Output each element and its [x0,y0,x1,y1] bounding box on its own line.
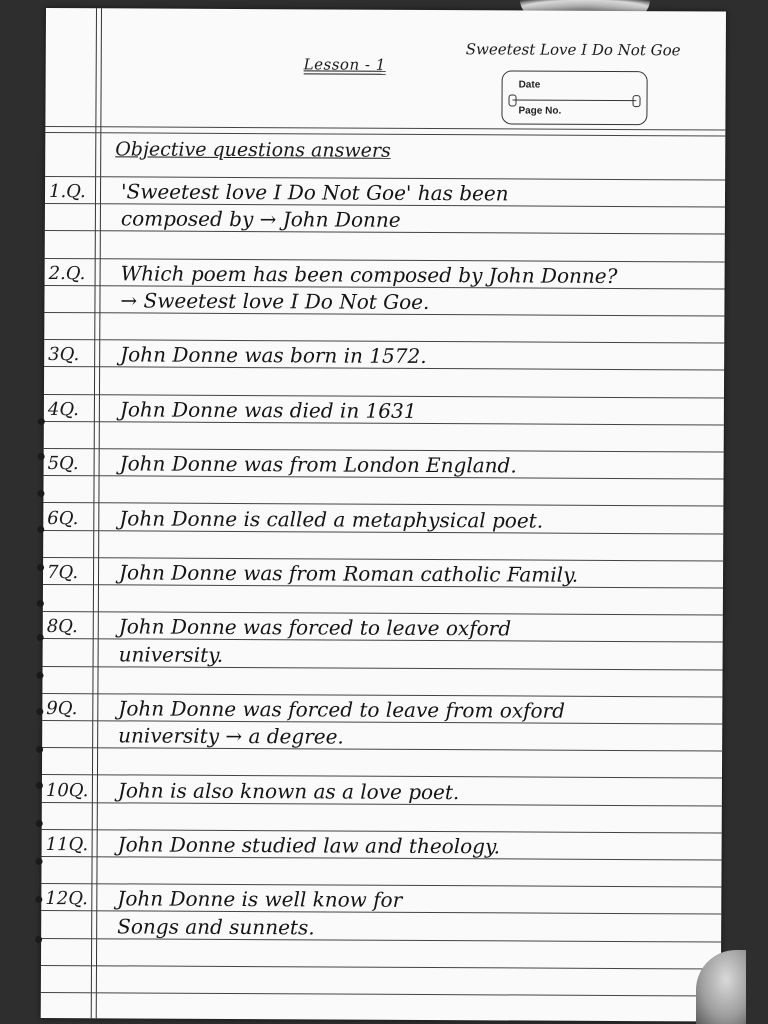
answer-line: university → a degree. [118,723,344,749]
binding-hole [36,708,43,715]
date-divider-cap-left [508,94,516,106]
date-label: Date [518,79,541,91]
ruled-line [41,992,721,997]
binding-hole [37,490,44,497]
binding-hole [38,453,45,460]
answer-line: John Donne is well know for [117,886,403,913]
answer-line: John Donne was from London England. [119,451,517,478]
binding-hole [37,526,44,533]
binding-hole [36,782,43,789]
binding-hole [35,896,42,903]
answer-line: John Donne was forced to leave oxford [118,614,512,641]
question-number: 8Q. [46,616,78,638]
answer-line: John Donne was forced to leave from oxford [118,696,566,723]
binding-hole [36,672,43,679]
binding-hole [38,418,45,425]
date-divider-cap-right [632,95,640,107]
question-number: 5Q. [47,453,79,475]
answer-line: John Donne is called a metaphysical poet. [119,505,544,533]
binding-hole [36,746,43,753]
chapter-title: Sweetest Love I Do Not Goe [465,40,681,60]
answer-line: John is also known as a love poet. [117,777,460,804]
answer-line: John Donne was born in 1572. [120,342,427,369]
question-number: 9Q. [46,698,78,720]
question-number: 10Q. [45,779,89,801]
answer-line: → Sweetest love I Do Not Goe. [120,288,430,315]
question-number: 11Q. [45,834,89,856]
answer-line: Songs and sunnets. [117,913,315,940]
answer-line: Which poem has been composed by John Donne? [120,261,618,288]
question-number: 4Q. [47,398,80,420]
binding-hole [37,564,44,571]
header-rule-2 [45,132,725,137]
ruled-line [43,666,723,671]
answer-line: university. [118,641,224,667]
answer-line: composed by → John Donne [120,206,401,233]
question-number: 1.Q. [48,181,86,203]
binding-hole [36,858,43,865]
question-number: 2.Q. [48,262,86,285]
page-no-label: Page No. [518,105,562,117]
answer-line: John Donne studied law and theology. [117,832,501,859]
binding-hole [35,936,42,943]
binding-hole [37,634,44,641]
question-number: 7Q. [46,562,79,584]
date-page-box [501,70,647,125]
notebook-page [41,8,726,1022]
answer-line: John Donne was from Roman catholic Family. [118,560,579,587]
date-divider [513,99,637,101]
binding-hole [36,820,43,827]
question-number: 3Q. [48,344,80,366]
ruled-line [42,747,722,752]
question-number: 6Q. [47,507,79,529]
answer-line: John Donne was died in 1631 [119,397,417,423]
left-margin-line-2 [96,8,102,1018]
header-rule [45,126,725,131]
lesson-label: Lesson - 1 [303,55,386,74]
ruled-line [41,965,721,970]
question-number: 12Q. [45,888,88,910]
ruled-line [41,938,721,943]
answer-line: 'Sweetest love I Do Not Goe' has been [120,179,509,206]
page-title: Objective questions answers [115,138,391,162]
binding-hole [37,600,44,607]
